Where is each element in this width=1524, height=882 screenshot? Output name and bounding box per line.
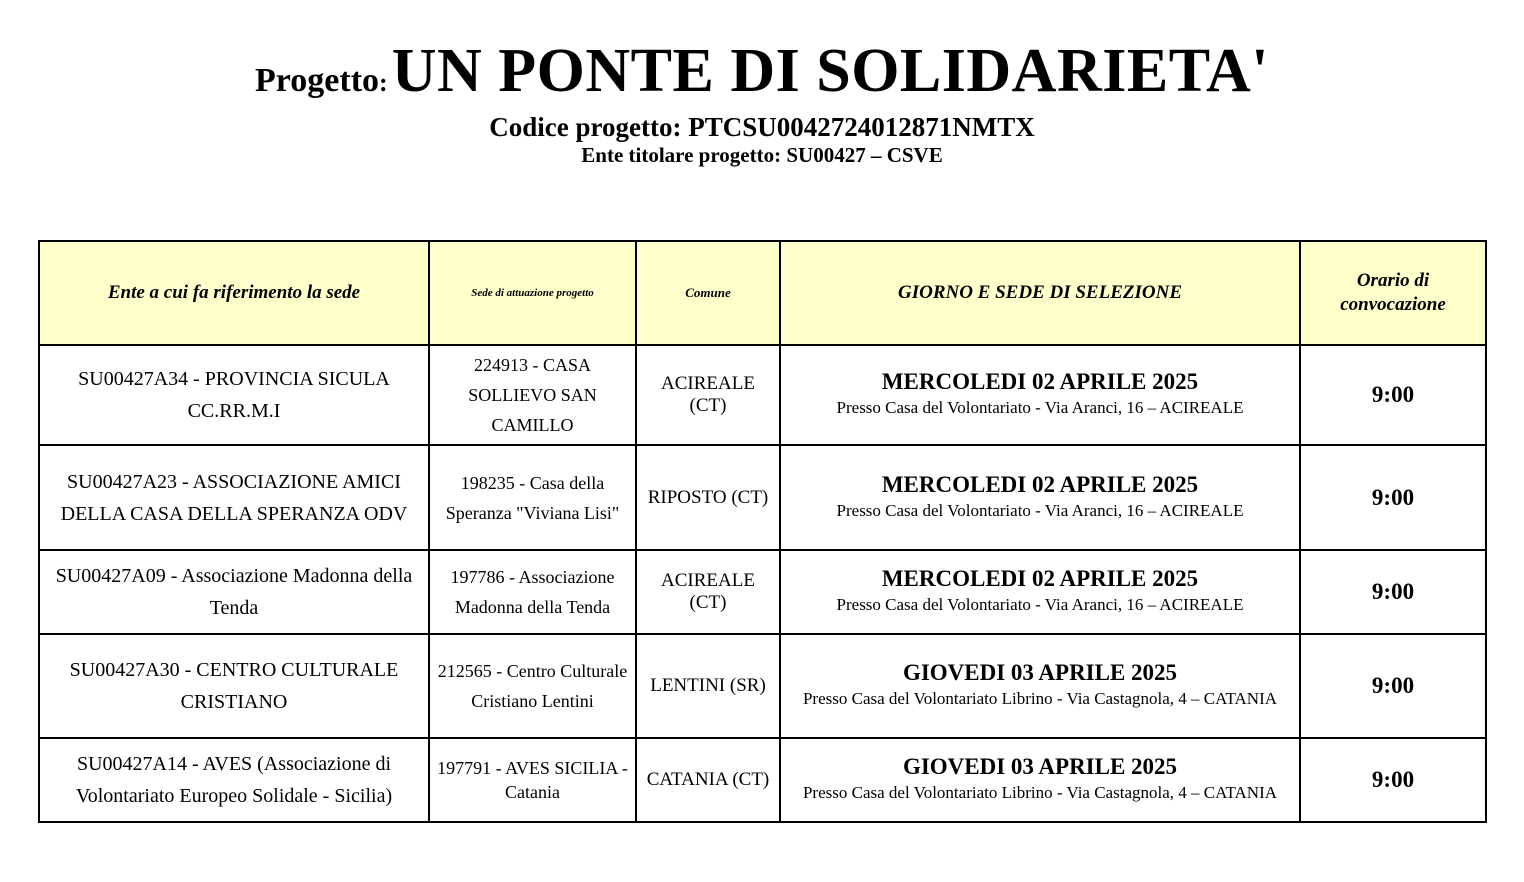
cell-orario: 9:00: [1300, 738, 1486, 822]
table-row: [39, 345, 1486, 445]
selection-place: Presso Casa del Volontariato Librino - Via Castagnola, 4 – CATANIA: [802, 783, 1278, 802]
cell-comune: LENTINI (SR): [636, 634, 780, 738]
cell-giorno: [780, 550, 1300, 634]
cell-sede: 212565 - Centro Culturale Cristiano Lentini: [429, 634, 636, 738]
cell-comune: ACIREALE (CT): [636, 345, 780, 445]
cell-orario: 9:00: [1300, 445, 1486, 550]
selection-date: MERCOLEDI 02 APRILE 2025: [881, 566, 1199, 591]
column-header-giorno: GIORNO E SEDE DI SELEZIONE: [780, 241, 1300, 345]
cell-ente: SU00427A23 - ASSOCIAZIONE AMICI DELLA CASA DELLA SPERANZA ODV: [39, 445, 429, 550]
cell-comune: ACIREALE (CT): [636, 550, 780, 634]
title-prefix: Progetto: [255, 62, 380, 99]
table-row: [39, 550, 1486, 634]
column-header-ente: Ente a cui fa riferimento la sede: [39, 241, 429, 345]
cell-orario: 9:00: [1300, 345, 1486, 445]
column-header-orario: Orario di convocazione: [1300, 241, 1486, 345]
cell-orario: 9:00: [1300, 550, 1486, 634]
cell-sede: 197791 - AVES SICILIA - Catania: [429, 738, 636, 822]
selection-date: MERCOLEDI 02 APRILE 2025: [881, 369, 1199, 394]
cell-comune: RIPOSTO (CT): [636, 445, 780, 550]
selection-schedule-table: [38, 240, 1487, 823]
cell-sede: 197786 - Associazione Madonna della Tenda: [429, 550, 636, 634]
selection-place: Presso Casa del Volontariato - Via Aranci, 16 – ACIREALE: [836, 398, 1244, 417]
table-row: [39, 738, 1486, 822]
cell-sede: 198235 - Casa della Speranza "Viviana Lisi": [429, 445, 636, 550]
column-header-sede: Sede di attuazione progetto: [429, 241, 636, 345]
document-header: [0, 37, 1524, 168]
title-separator: :: [379, 68, 388, 97]
selection-place: Presso Casa del Volontariato Librino - Via Castagnola, 4 – CATANIA: [802, 689, 1278, 708]
column-header-comune: Comune: [636, 241, 780, 345]
table-header-row: [39, 241, 1486, 345]
table-row: [39, 634, 1486, 738]
project-name: UN PONTE DI SOLIDARIETA': [391, 37, 1269, 105]
cell-giorno: [780, 738, 1300, 822]
table-row: [39, 445, 1486, 550]
cell-giorno: [780, 445, 1300, 550]
selection-date: GIOVEDI 03 APRILE 2025: [902, 660, 1178, 685]
selection-place: Presso Casa del Volontariato - Via Aranci, 16 – ACIREALE: [836, 500, 1244, 520]
cell-ente: SU00427A30 - CENTRO CULTURALE CRISTIANO: [39, 634, 429, 738]
cell-ente: SU00427A34 - PROVINCIA SICULA CC.RR.M.I: [39, 345, 429, 445]
cell-giorno: [780, 634, 1300, 738]
project-owner: Ente titolare progetto: SU00427 – CSVE: [581, 143, 943, 167]
cell-orario: 9:00: [1300, 634, 1486, 738]
cell-sede: 224913 - CASA SOLLIEVO SAN CAMILLO: [429, 345, 636, 445]
selection-date: MERCOLEDI 02 APRILE 2025: [881, 471, 1199, 497]
cell-ente: SU00427A14 - AVES (Associazione di Volontariato Europeo Solidale - Sicilia): [39, 738, 429, 822]
cell-ente: SU00427A09 - Associazione Madonna della Tenda: [39, 550, 429, 634]
cell-giorno: [780, 345, 1300, 445]
cell-comune: CATANIA (CT): [636, 738, 780, 822]
selection-place: Presso Casa del Volontariato - Via Aranci, 16 – ACIREALE: [836, 595, 1244, 614]
selection-date: GIOVEDI 03 APRILE 2025: [902, 754, 1178, 779]
project-code: Codice progetto: PTCSU0042724012871NMTX: [489, 112, 1035, 142]
project-title: [0, 37, 1524, 120]
